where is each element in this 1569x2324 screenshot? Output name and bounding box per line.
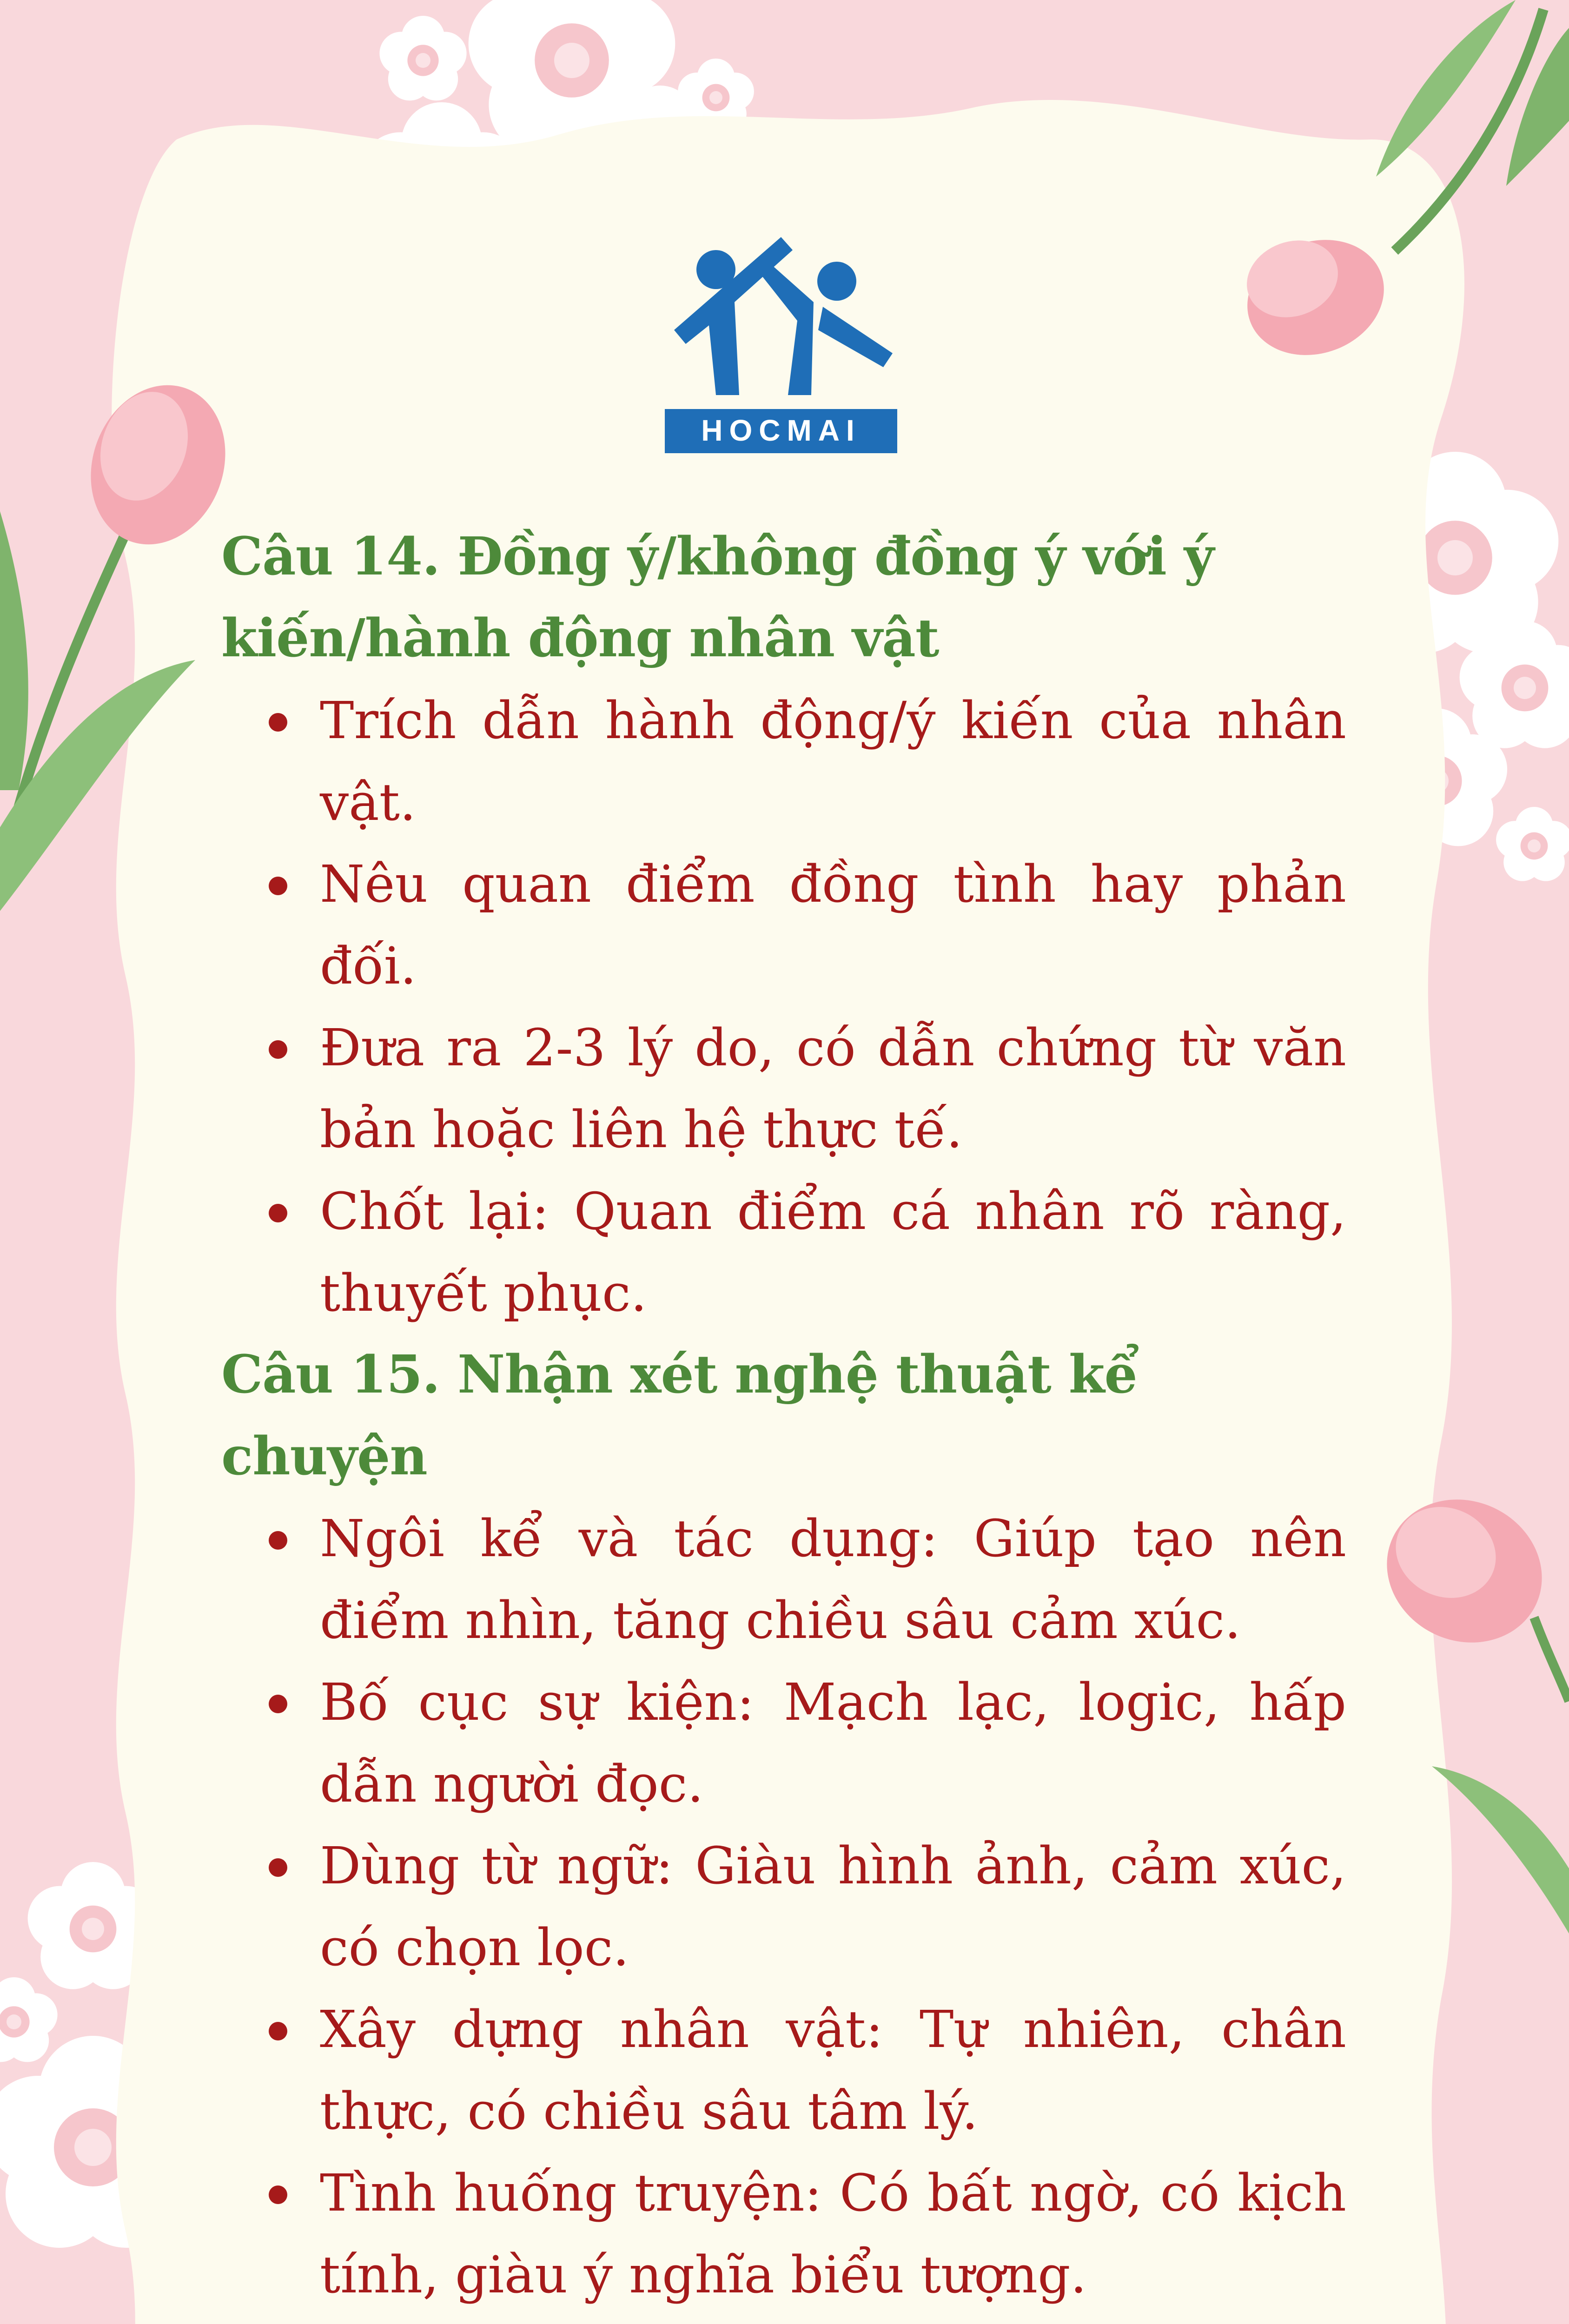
list-item-text: Trích dẫn hành động/ý kiến của nhân vật. <box>320 691 1346 832</box>
logo-head-right-icon <box>817 262 856 301</box>
bullet-icon <box>269 1858 287 1877</box>
list-item <box>320 2152 1346 2316</box>
list-item-text: Đưa ra 2-3 lý do, có dẫn chứng từ văn bản hoặc liên hệ thực tế. <box>320 1018 1346 1159</box>
list-item <box>320 1007 1346 1170</box>
list-item-text: Nêu quan điểm đồng tình hay phản đối. <box>320 854 1346 996</box>
bullet-list <box>221 680 1346 1334</box>
section-cau-15 <box>221 1334 1346 2316</box>
bullet-icon <box>269 877 287 895</box>
list-item <box>320 1170 1346 1334</box>
list-item-text: Bố cục sự kiện: Mạch lạc, logic, hấp dẫn người đọc. <box>320 1672 1346 1814</box>
list-item-text: Xây dựng nhân vật: Tự nhiên, chân thực, có chiều sâu tâm lý. <box>320 2000 1346 2141</box>
list-item-text: Ngôi kể và tác dụng: Giúp tạo nên điểm nhìn, tăng chiều sâu cảm xúc. <box>320 1509 1346 1650</box>
logo-text: HOCMAI <box>701 414 861 447</box>
bullet-icon <box>269 1204 287 1222</box>
hocmai-logo <box>665 232 897 456</box>
section-heading: Câu 15. Nhận xét nghệ thuật kể chuyện <box>221 1344 1137 1487</box>
list-item <box>320 1661 1346 1825</box>
section-heading: Câu 14. Đồng ý/không đồng ý với ý kiến/hành động nhân vật <box>221 526 1214 669</box>
bullet-icon <box>269 2022 287 2040</box>
list-item-text: Dùng từ ngữ: Giàu hình ảnh, cảm xúc, có chọn lọc. <box>320 1836 1346 1977</box>
list-item <box>320 1498 1346 1661</box>
bullet-icon <box>269 1531 287 1550</box>
bullet-icon <box>269 1695 287 1713</box>
bullet-icon <box>269 713 287 732</box>
bullet-icon <box>269 1040 287 1059</box>
list-item-text: Tình huống truyện: Có bất ngờ, có kịch tính, giàu ý nghĩa biểu tượng. <box>320 2163 1346 2304</box>
bullet-icon <box>269 2185 287 2204</box>
list-item <box>320 843 1346 1007</box>
list-item-text: Chốt lại: Quan điểm cá nhân rõ ràng, thuyết phục. <box>320 1182 1346 1323</box>
list-item <box>320 680 1346 843</box>
bullet-list <box>221 1498 1346 2316</box>
list-item <box>320 1825 1346 1988</box>
section-cau-14 <box>221 516 1346 1334</box>
content <box>221 516 1346 2316</box>
list-item <box>320 1988 1346 2152</box>
